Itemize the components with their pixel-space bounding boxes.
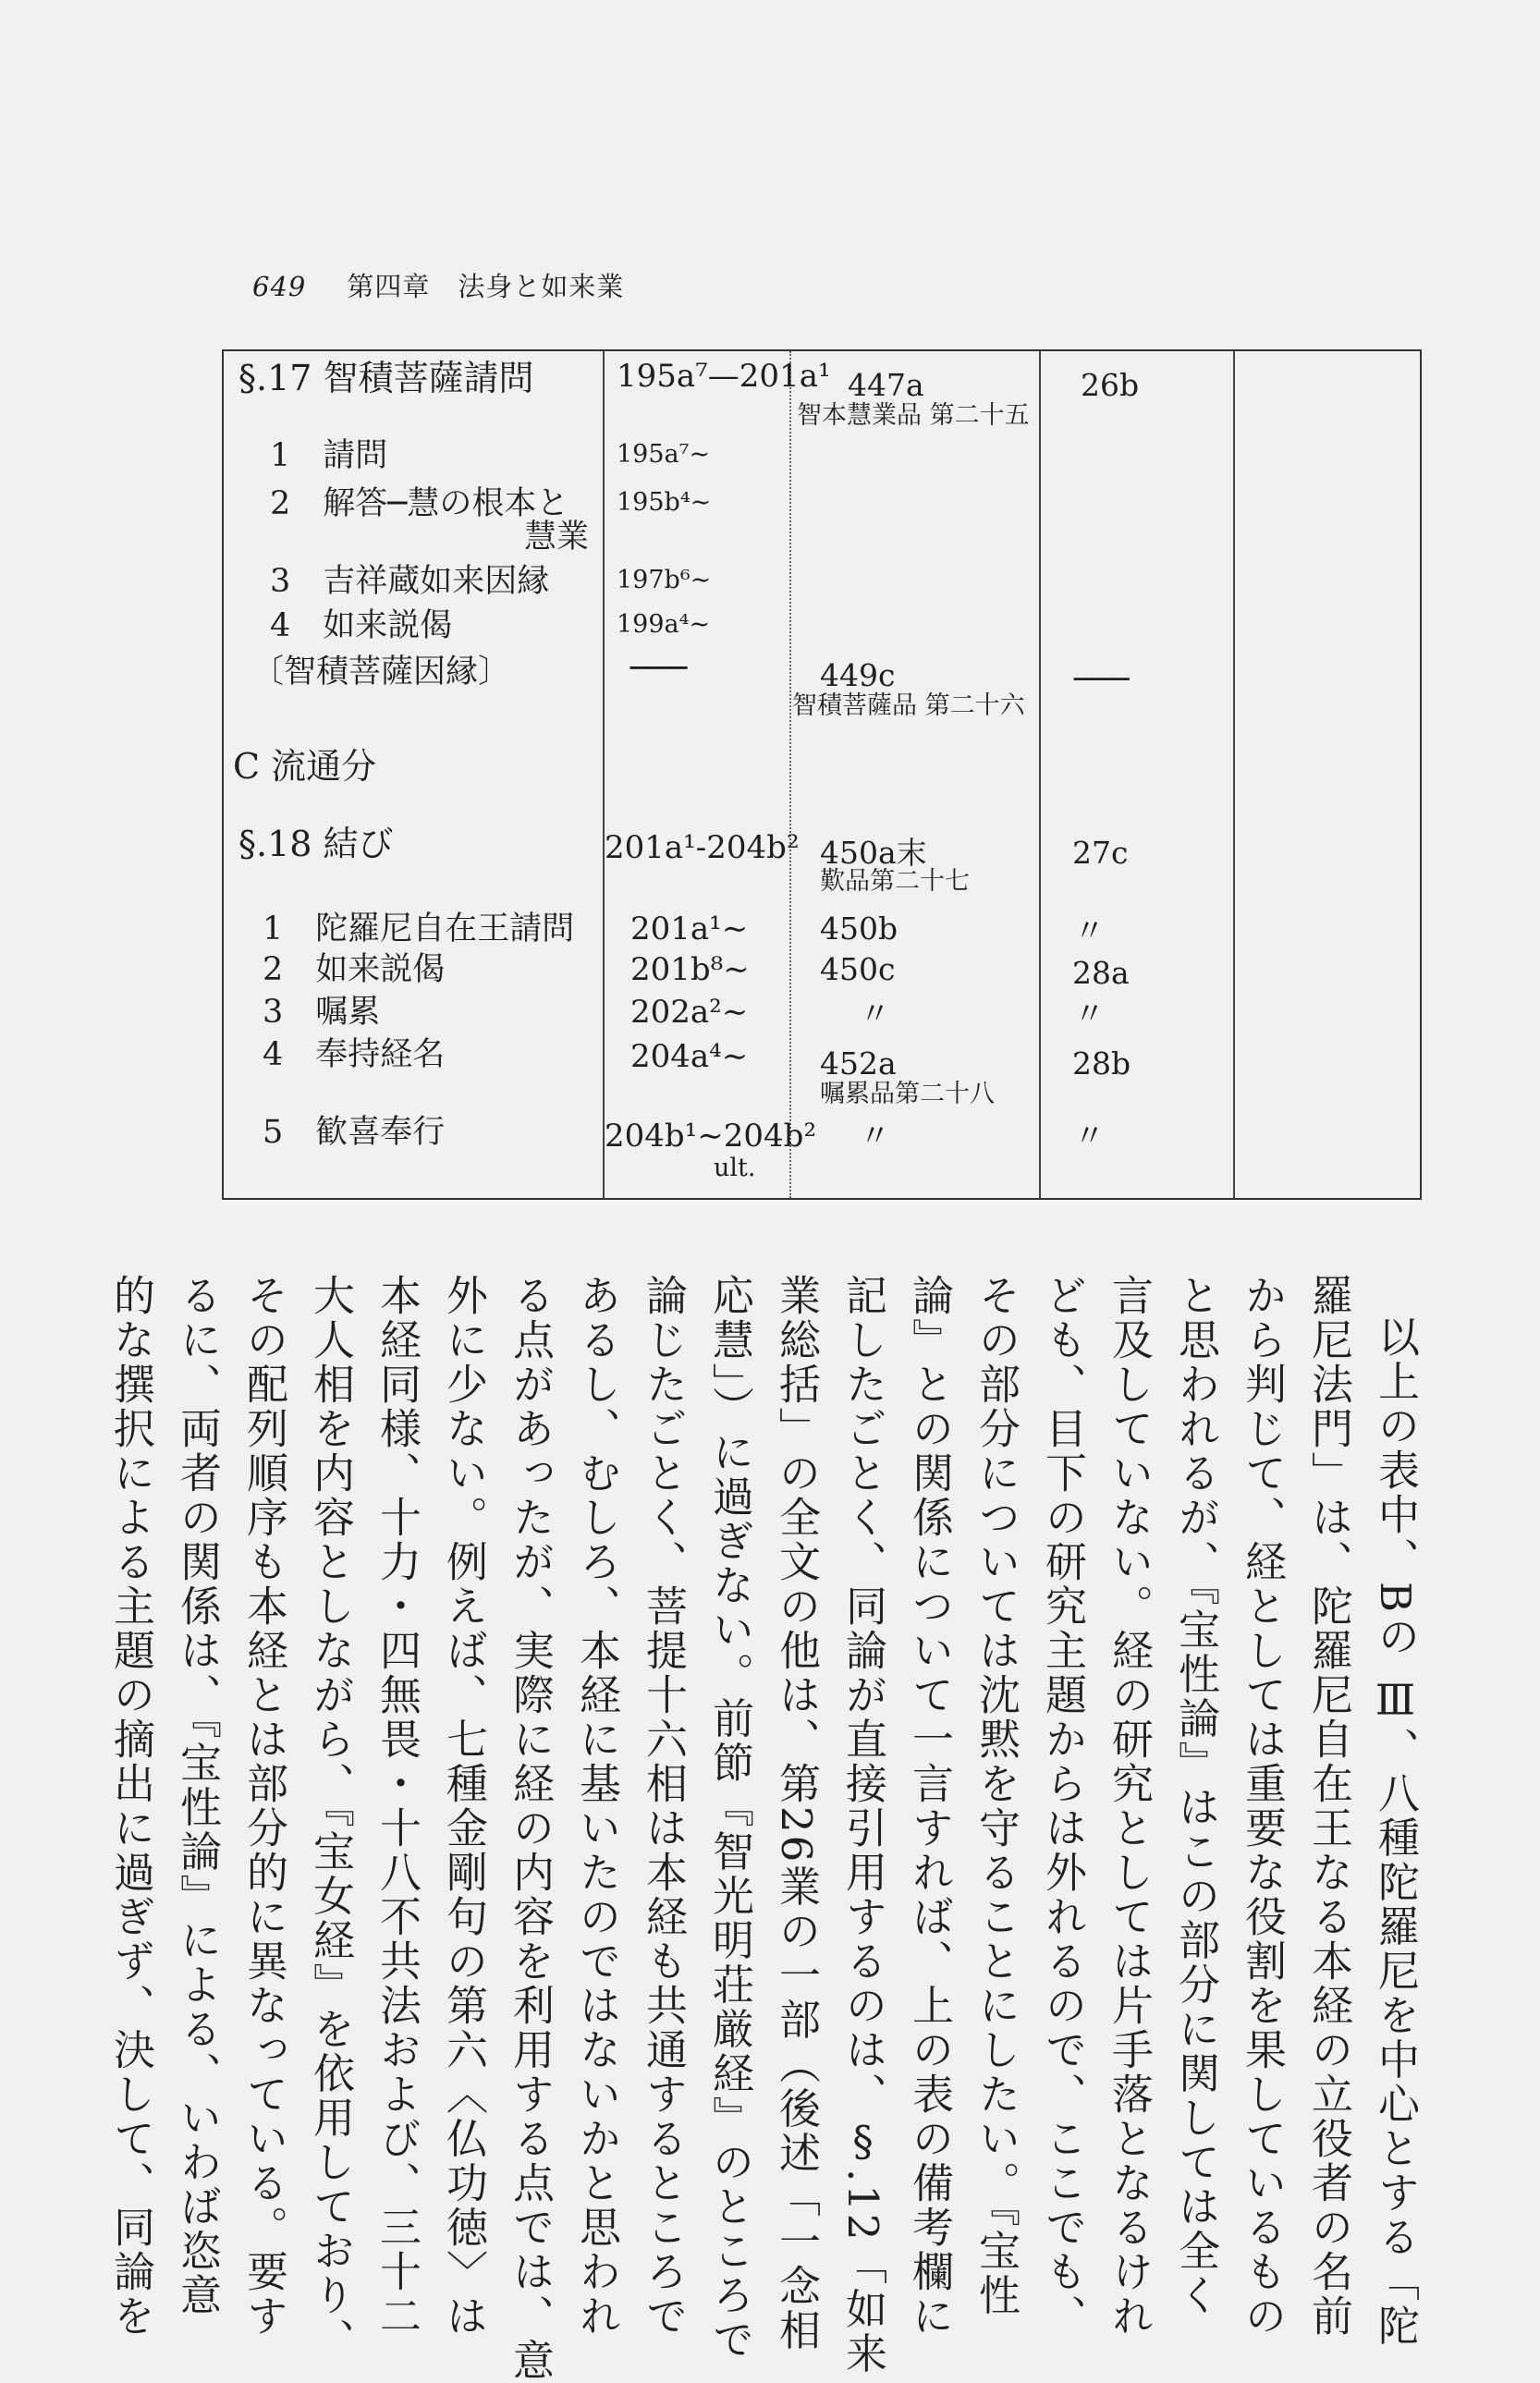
body-line: 業総括」の全文の他は、第26業の一部（後述「一念相 xyxy=(772,1274,821,2353)
table-divider-4 xyxy=(1233,351,1235,1198)
table-cell-ref: ─── xyxy=(630,650,688,687)
table-cell-label: 5 歓喜奉行 xyxy=(263,1114,446,1151)
body-line: と思われるが、『宝性論』はこの部分に関しては全く xyxy=(1171,1274,1220,2318)
body-line: から判じて、経としては重要な役割を果しているもの xyxy=(1238,1274,1287,2339)
table-cell-label: 4 如来説偈 xyxy=(270,607,453,644)
table-cell-col3: 450a末 xyxy=(820,835,927,871)
table-cell-col3: 〃 xyxy=(860,996,890,1032)
table-cell-col3: 450b xyxy=(820,910,898,947)
table-cell-col3: 447a xyxy=(848,367,924,403)
table-cell-col4: 28b xyxy=(1072,1045,1131,1082)
table-cell-col4: 〃 xyxy=(1074,1118,1105,1154)
table-cell-col3-sub: 智積菩薩品 第二十六 xyxy=(792,691,1025,720)
table-cell-col4: 28a xyxy=(1072,955,1130,991)
table-cell-ref-cont: ult. xyxy=(714,1154,756,1182)
table-cell-col3-sub: 歎品第二十七 xyxy=(820,867,970,896)
table-cell-ref: 201a¹∼ xyxy=(630,910,749,947)
body-line: る点があったが、実際に経の内容を利用する点では、意 xyxy=(506,1274,555,2383)
body-line: ども、目下の研究主題からは外れるので、ここでも、 xyxy=(1038,1274,1087,2339)
table-cell-col3: 〃 xyxy=(860,1118,890,1154)
body-line: その部分については沈黙を守ることにしたい。『宝性 xyxy=(972,1274,1021,2318)
table-divider-2 xyxy=(789,351,791,1198)
table-cell-col3-sub: 嘱累品第二十八 xyxy=(820,1080,995,1108)
body-line: 外に少ない。例えば、七種金剛句の第六〈仏功徳〉は xyxy=(439,1274,488,2339)
table-cell-ref: 201b⁸∼ xyxy=(630,951,750,988)
body-line: 大人相を内容としながら、『宝女経』を依用しており、 xyxy=(306,1274,355,2363)
table-cell-col4: ─── xyxy=(1074,661,1130,697)
table-cell-col4: 26b xyxy=(1081,367,1140,403)
table-cell-label: 3 嘱累 xyxy=(263,994,381,1031)
table-cell-label: 3 吉祥蔵如来因縁 xyxy=(270,563,550,600)
table-cell-label: 1 陀羅尼自在王請問 xyxy=(263,910,575,947)
table-cell-ref: 201a¹-204b² xyxy=(605,829,800,866)
table-cell-col3: 452a xyxy=(820,1045,897,1082)
table-cell-label-cont: 慧業 xyxy=(524,519,590,556)
body-line: あるし、むしろ、本経に基いたのではないかと思われ xyxy=(572,1274,621,2339)
body-line: るに、両者の関係は、『宝性論』による、いわば恣意 xyxy=(173,1274,222,2318)
table-cell-ref: 202a²∼ xyxy=(630,994,749,1031)
table-cell-ref: 195a⁷∼ xyxy=(617,440,711,469)
body-line: 本経同様、十力・四無畏・十八不共法および、三十二 xyxy=(373,1274,422,2339)
body-line: 応慧」）に過ぎない。前節『智光明荘厳経』のところで xyxy=(705,1274,754,2363)
table-cell-col3-sub: 智本慧業品 第二十五 xyxy=(797,401,1030,430)
table-cell-label: 〔智積菩薩因縁〕 xyxy=(251,654,511,690)
page-number: 649 xyxy=(252,271,307,302)
comparison-table xyxy=(222,349,1422,1200)
body-line: その配列順序も本経とは部分的に異なっている。要す xyxy=(239,1274,288,2339)
table-cell-col4: 〃 xyxy=(1074,912,1105,948)
table-cell-ref: 204b¹∼204b² xyxy=(605,1118,817,1155)
body-line: 羅尼法門」は、陀羅尼自在王なる本経の立役者の名前 xyxy=(1304,1274,1353,2339)
table-cell-label: 2 如来説偈 xyxy=(263,951,446,988)
table-cell-ref: 199a⁴∼ xyxy=(617,610,711,639)
table-cell-ref: 197b⁶∼ xyxy=(617,566,712,594)
table-divider-1 xyxy=(603,351,605,1198)
table-cell-label: 1 請問 xyxy=(270,437,388,474)
body-text xyxy=(106,1274,1428,2383)
table-cell-col4: 27c xyxy=(1072,835,1129,871)
body-line: 論』との関係について一言すれば、上の表の備考欄に xyxy=(905,1274,954,2339)
table-divider-3 xyxy=(1039,351,1041,1198)
table-cell-ref: 195b⁴∼ xyxy=(617,488,712,517)
page-header xyxy=(252,266,624,304)
body-line: 以上の表中、Bの Ⅲ、八種陀羅尼を中心とする「陀 xyxy=(1371,1315,1420,2349)
table-cell-label: §.18 結び xyxy=(238,824,394,864)
table-cell-col3: 450c xyxy=(820,951,896,987)
table-cell-ref: 195a⁷—201a¹ xyxy=(617,358,831,395)
body-line: 的な撰択による主題の摘出に過ぎず、決して、同論を xyxy=(106,1274,155,2339)
body-line: 論じたごとく、菩提十六相は本経も共通するところで xyxy=(639,1274,688,2339)
body-line: 記したごとく、同論が直接引用するのは、§.12「如来 xyxy=(838,1274,887,2377)
table-cell-label: §.17 智積菩薩請問 xyxy=(238,358,534,398)
table-cell-ref: 204a⁴∼ xyxy=(630,1038,749,1075)
table-cell-col3: 449c xyxy=(820,657,896,693)
table-cell-label: 4 奉持経名 xyxy=(263,1036,446,1073)
chapter-title: 第四章 法身と如来業 xyxy=(347,271,625,302)
table-cell-label: 2 解答─慧の根本と xyxy=(270,485,569,522)
table-section-heading: C 流通分 xyxy=(233,746,377,787)
table-cell-col4: 〃 xyxy=(1074,996,1105,1032)
body-line: 言及していない。経の研究としては片手落となるけれ xyxy=(1105,1274,1154,2339)
